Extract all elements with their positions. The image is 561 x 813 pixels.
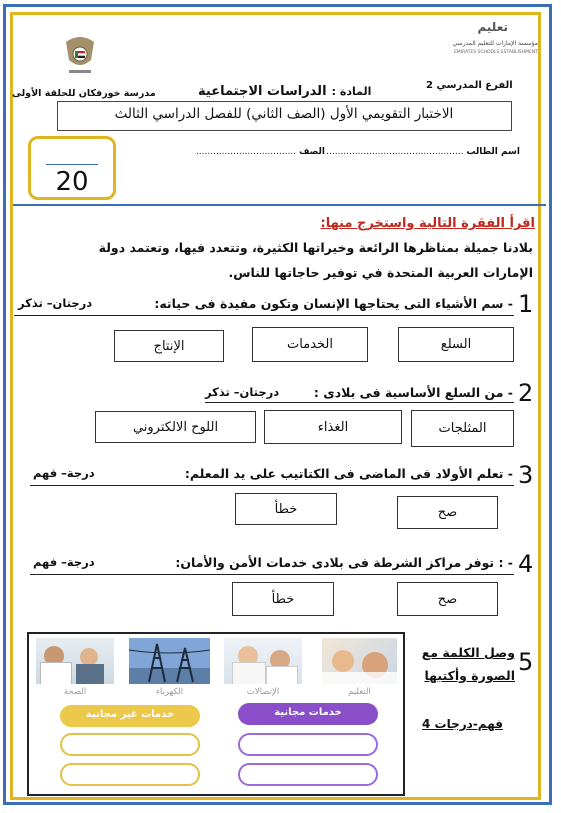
paid-answer-slot-1[interactable]: [60, 733, 200, 756]
passage-line-2: الإمارات العربية المتحدة في توفير حاجاتها للناس.: [228, 265, 533, 280]
q4-number: 4: [518, 550, 534, 578]
exam-title: الاختبار التقويمي الأول (الصف الثاني) للفصل الدراسي الثالث: [114, 106, 454, 122]
ese-logo-text: مؤسسة الإمارات للتعليم المدرسي: [452, 40, 538, 47]
image-education[interactable]: [322, 638, 397, 684]
caption-electricity: الكهرباء: [155, 687, 184, 697]
student-name-row: [326, 147, 520, 157]
passage-line-1: بلادنا جميلة بمناظرها الرائعة وخيراتها الكثيرة، وتتعدد فيها، وتعتمد دولة: [98, 240, 533, 255]
q4-option-2[interactable]: خطأ: [232, 582, 334, 616]
score-line: [46, 164, 98, 165]
subject-name: الدراسات الاجتماعية: [198, 84, 327, 99]
subject-row: [198, 80, 371, 99]
q1-option-1[interactable]: السلع: [398, 327, 514, 362]
q3-meta: درجة– فهم: [33, 466, 95, 480]
class-label: الصف: [298, 147, 325, 157]
header-divider: [13, 204, 546, 206]
q3-number: 3: [518, 461, 534, 489]
q2-underline: [205, 402, 514, 403]
school-name: مدرسة خورفكان للحلقة الأولى: [12, 88, 156, 99]
q5-number: 5: [518, 648, 534, 676]
paid-answer-slot-2[interactable]: [60, 763, 200, 786]
q1-meta: درجتان– تذكر: [18, 296, 93, 310]
q4-option-1[interactable]: صح: [397, 582, 498, 616]
q5-instruction-1: وصل الكلمة مع: [421, 645, 515, 660]
q2-text: - من السلع الأساسية فى بلادى :: [313, 385, 513, 400]
q5-meta: فهم-درجات 4: [422, 717, 503, 731]
subject-label: المادة :: [331, 85, 372, 98]
score-total: 20: [55, 167, 89, 197]
ese-logo-subtext: EMIRATES SCHOOLS ESTABLISHMENT: [453, 50, 538, 55]
q3-option-2[interactable]: خطأ: [235, 493, 337, 525]
caption-telecom: الإتصالات: [246, 687, 280, 697]
student-label: اسم الطالب: [466, 147, 520, 157]
q1-text: - سم الأشياء التى يحتاجها الإنسان وتكون مفيدة فى حياته:: [154, 296, 513, 311]
paid-services-label: خدمات غير مجانية: [85, 709, 175, 720]
q3-underline: [30, 485, 514, 486]
q1-underline: [14, 315, 514, 316]
image-health[interactable]: [36, 638, 114, 684]
q4-meta: درجة– فهم: [33, 555, 95, 569]
class-row: [185, 147, 325, 157]
uae-emblem-icon: [63, 30, 97, 78]
q2-option-2[interactable]: الغذاء: [264, 410, 402, 444]
q3-option-1[interactable]: صح: [397, 496, 498, 529]
q3-text: - تعلم الأولاد فى الماضى فى الكتاتيب على يد المعلم:: [184, 466, 513, 481]
q2-option-3[interactable]: اللوح الالكتروني: [95, 411, 256, 443]
q2-option-1[interactable]: المثلجات: [411, 410, 514, 447]
q4-text: - : توفر مراكز الشرطة فى بلادى خدمات الأمن والأمان:: [175, 555, 513, 570]
ese-logo-mark: تعليم: [477, 20, 508, 34]
ese-logo: [452, 20, 538, 66]
caption-education: التعليم: [348, 687, 371, 697]
class-dots: ...................................: [195, 147, 297, 157]
free-answer-slot-2[interactable]: [238, 763, 378, 786]
q5-instruction-2: الصورة وأكتبها: [424, 668, 515, 683]
free-services-label: خدمات مجانية: [274, 707, 342, 718]
q2-meta: درجتان– تذكر: [205, 385, 280, 399]
q1-option-3[interactable]: الإنتاج: [114, 330, 224, 362]
q1-number: 1: [518, 290, 534, 318]
free-answer-slot-1[interactable]: [238, 733, 378, 756]
q4-underline: [30, 574, 514, 575]
image-electricity[interactable]: [129, 638, 210, 684]
image-telecom[interactable]: [224, 638, 302, 684]
caption-health: الصحة: [63, 687, 87, 697]
branch-label: الفرع المدرسي 2: [426, 80, 513, 91]
q1-option-2[interactable]: الخدمات: [252, 327, 368, 362]
passage-instruction: اقرأ الفقرة التالية واستخرج منها:: [320, 216, 535, 231]
q2-number: 2: [518, 379, 534, 407]
student-dots: ................................................: [326, 147, 464, 157]
